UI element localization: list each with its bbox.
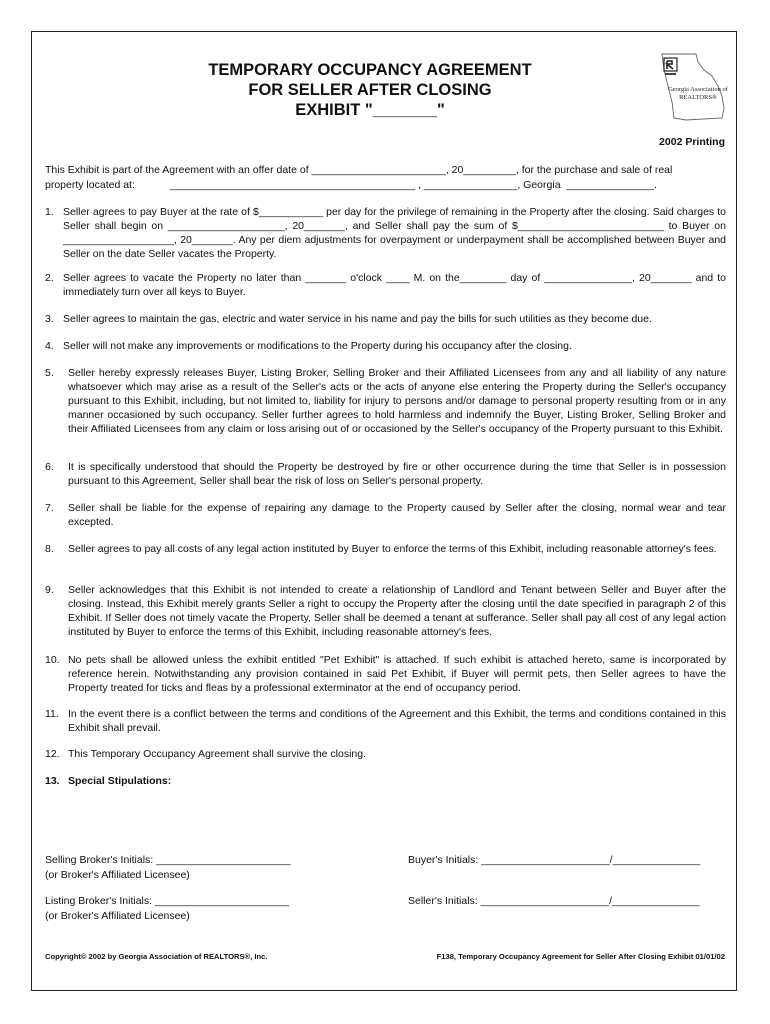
paragraph-number: 12. [45, 748, 60, 760]
paragraph-number: 2. [45, 272, 54, 284]
title-line-1: TEMPORARY OCCUPANCY AGREEMENT [208, 61, 532, 79]
selling-broker-initials [45, 853, 290, 883]
paragraph-number: 9. [45, 584, 54, 596]
paragraph-12 [45, 747, 726, 761]
paragraph-number: 10. [45, 654, 60, 666]
seller-initials-field[interactable]: Seller's Initials: ______________________/_______________ [408, 895, 700, 907]
form-identifier: F138, Temporary Occupancy Agreement for Seller After Closing Exhibit 01/01/02 [436, 952, 725, 961]
title-line-3: EXHIBIT "_______" [295, 101, 445, 119]
paragraph-text: No pets shall be allowed unless the exhibit entitled "Pet Exhibit" is attached. If such exhibit is attached hereto, same is incorporated by reference herein. Notwithstanding any provision contained in said Pet Exhibit, if Buyer will permit pets, then Seller agrees to have the Property treated for ticks and fleas by a professional exterminator at the end of occupancy period. [68, 654, 726, 694]
paragraph-6 [45, 460, 726, 488]
special-stipulations-heading [45, 774, 726, 788]
buyer-initials-field[interactable]: Buyer's Initials: ______________________/_______________ [408, 854, 701, 866]
paragraph-7 [45, 501, 726, 529]
paragraph-text: Seller acknowledges that this Exhibit is not intended to create a relationship of Landlord and Tenant between Seller and Buyer after the closing. Instead, this Exhibit merely grants Seller a right to occupy the Property after the closing until the date specified in paragraph 2 of this Exhibit. If Seller does not timely vacate the Property, Seller shall be deemed a tenant at sufferance. Seller shall pay all cost of any legal action instituted by Buyer to enforce the terms of this Exhibit, including reasonable attorney's fees. [68, 584, 726, 638]
logo-text: Georgia Association of REALTORS® [668, 86, 728, 101]
printing-label: 2002 Printing [659, 136, 725, 148]
paragraph-text: Seller agrees to vacate the Property no later than _______ o'clock ____ M. on the________ day of _______________, 20_______ and to immediately turn over all keys to Buyer. [63, 272, 726, 298]
paragraph-number: 11. [45, 708, 59, 720]
paragraph-text: Seller agrees to pay all costs of any legal action instituted by Buyer to enforce the terms of this Exhibit, including reasonable attorney's fees. [68, 543, 717, 555]
paragraph-number: 1. [45, 206, 54, 218]
paragraph-1 [45, 205, 726, 261]
intro-line-1: This Exhibit is part of the Agreement with an offer date of _______________________, 20_________, for the purchase and sale of real [45, 164, 673, 176]
paragraph-text: Seller shall be liable for the expense of repairing any damage to the Property caused by Seller after the closing, normal wear and tear excepted. [68, 502, 726, 528]
paragraph-text: It is specifically understood that should the Property be destroyed by fire or other occurrence during the time that Seller is in possession pursuant to this Agreement, Seller shall bear the risk of loss on Seller's personal property. [68, 461, 726, 487]
paragraph-number: 3. [45, 313, 54, 325]
listing-broker-initials [45, 894, 289, 924]
paragraph-number: 7. [45, 502, 54, 514]
selling-broker-initials-field[interactable]: Selling Broker's Initials: _______________________ [45, 854, 291, 866]
paragraph-text: Seller agrees to maintain the gas, electric and water service in his name and pay the bills for such utilities as they become due. [63, 313, 652, 325]
paragraph-5 [45, 366, 726, 436]
paragraph-10 [45, 653, 726, 695]
paragraph-9 [45, 583, 726, 639]
paragraph-2 [45, 271, 726, 299]
listing-broker-sub-label: (or Broker's Affiliated Licensee) [45, 910, 190, 922]
paragraph-number: 13. [45, 775, 60, 787]
title-line-2: FOR SELLER AFTER CLOSING [248, 81, 492, 99]
paragraph-text: In the event there is a conflict between the terms and conditions of the Agreement and this Exhibit, the terms and conditions contained in this Exhibit shall prevail. [68, 708, 726, 734]
paragraph-text: Special Stipulations: [68, 775, 172, 787]
selling-broker-sub-label: (or Broker's Affiliated Licensee) [45, 869, 190, 881]
paragraph-4 [45, 339, 726, 353]
listing-broker-initials-field[interactable]: Listing Broker's Initials: _______________________ [45, 895, 290, 907]
paragraph-number: 6. [45, 461, 54, 473]
intro-line-2: property located at: __________________________________________ , ________________, Georgia _______________. [45, 179, 657, 191]
paragraph-11 [45, 707, 726, 735]
intro-paragraph [45, 163, 726, 193]
paragraph-3 [45, 312, 726, 326]
copyright-notice: Copyright© 2002 by Georgia Association of REALTORS®, Inc. [45, 952, 268, 961]
document-title [150, 60, 590, 120]
paragraph-text: Seller hereby expressly releases Buyer, Listing Broker, Selling Broker and their Affiliated Licensees from any and all liability of any nature whatsoever which may arise as a result of the Seller's acts or the acts of anyone else entering the Property during the Seller's occupancy pursuant to this Exhibit, including, but not limited to, liability for injury to persons and/or damage to personal property resulting from or in any manner occasioned by such occupancy. Seller further agrees to hold harmless and indemnify the Buyer, Listing Broker, Selling Broker and their Affiliated Licensees from any claim or loss arising out of or occasioned by the Seller's occupancy of the Property pursuant to this Exhibit. [68, 367, 726, 435]
paragraph-number: 8. [45, 543, 54, 555]
paragraph-8 [45, 542, 726, 556]
paragraph-number: 4. [45, 340, 54, 352]
paragraph-text: Seller will not make any improvements or modifications to the Property during his occupancy after the closing. [63, 340, 572, 352]
paragraph-number: 5. [45, 367, 54, 379]
paragraph-text: This Temporary Occupancy Agreement shall survive the closing. [68, 748, 367, 760]
paragraph-text: Seller agrees to pay Buyer at the rate of $___________ per day for the privilege of remaining in the Property after the closing. Said charges to Seller shall begin on ____________________, 20_______, and Seller shall pay the sum of $_________________________ to Buyer on ___________________, 20_______. Any per diem adjustments for overpayment or underpayment shall be accomplished between Buyer and Seller on the date Seller vacates the Property. [63, 206, 726, 260]
